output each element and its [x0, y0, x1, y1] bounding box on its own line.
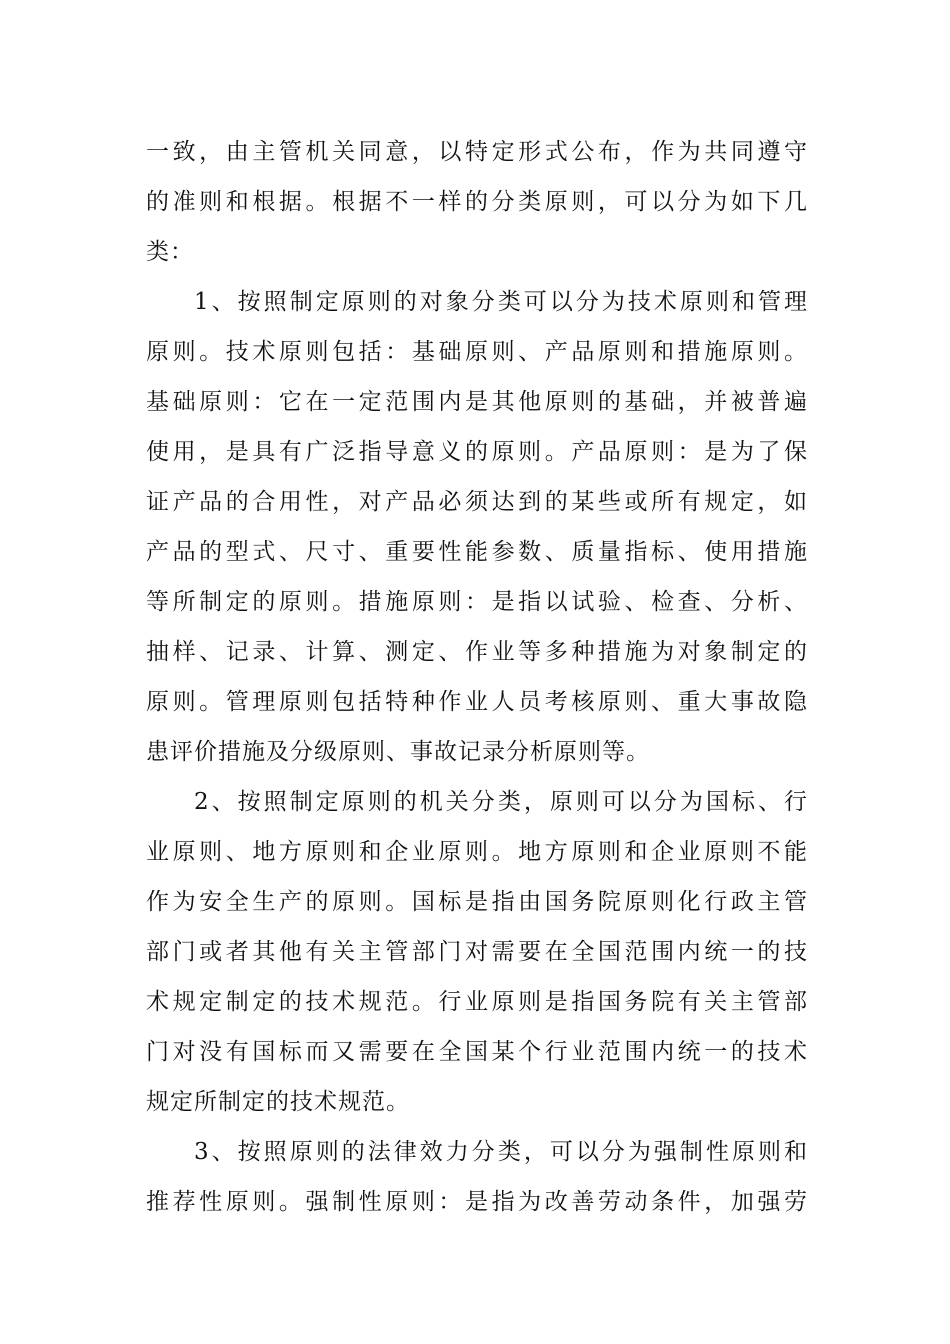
paragraph-intro [146, 127, 808, 277]
text-line: 产品的型式、尺寸、重要性能参数、质量指标、使用措施 [146, 539, 808, 565]
text-line: 抽样、记录、计算、测定、作业等多种措施为对象制定的 [146, 639, 808, 665]
text-line: 使用，是具有广泛指导意义的原则。产品原则：是为了保 [146, 439, 808, 465]
text-line: 的准则和根据。根据不一样的分类原则，可以分为如下几 [146, 189, 808, 215]
text-line: 推荐性原则。强制性原则：是指为改善劳动条件，加强劳 [146, 1189, 808, 1215]
text-line: 3、按照原则的法律效力分类，可以分为强制性原则和 [194, 1139, 808, 1165]
text-line: 1、按照制定原则的对象分类可以分为技术原则和管理 [194, 289, 808, 315]
paragraph-item-3 [146, 1127, 808, 1227]
text-line: 证产品的合用性，对产品必须达到的某些或所有规定，如 [146, 489, 808, 515]
document-body [146, 127, 808, 1227]
text-line: 类： [146, 239, 194, 265]
text-line: 原则。技术原则包括：基础原则、产品原则和措施原则。 [146, 339, 808, 365]
text-line: 规定所制定的技术规范。 [146, 1089, 410, 1115]
text-line: 基础原则：它在一定范围内是其他原则的基础，并被普遍 [146, 389, 808, 415]
text-line: 原则。管理原则包括特种作业人员考核原则、重大事故隐 [146, 689, 808, 715]
text-line: 业原则、地方原则和企业原则。地方原则和企业原则不能 [146, 839, 808, 865]
text-line: 作为安全生产的原则。国标是指由国务院原则化行政主管 [146, 889, 808, 915]
paragraph-item-1 [146, 277, 808, 777]
text-line: 术规定制定的技术规范。行业原则是指国务院有关主管部 [146, 989, 808, 1015]
text-line: 部门或者其他有关主管部门对需要在全国范围内统一的技 [146, 939, 808, 965]
paragraph-item-2 [146, 777, 808, 1127]
text-line: 2、按照制定原则的机关分类，原则可以分为国标、行 [194, 789, 808, 815]
text-line: 门对没有国标而又需要在全国某个行业范围内统一的技术 [146, 1039, 808, 1065]
text-line: 一致，由主管机关同意，以特定形式公布，作为共同遵守 [146, 139, 808, 165]
text-line: 患评价措施及分级原则、事故记录分析原则等。 [146, 739, 650, 765]
text-line: 等所制定的原则。措施原则：是指以试验、检查、分析、 [146, 589, 808, 615]
